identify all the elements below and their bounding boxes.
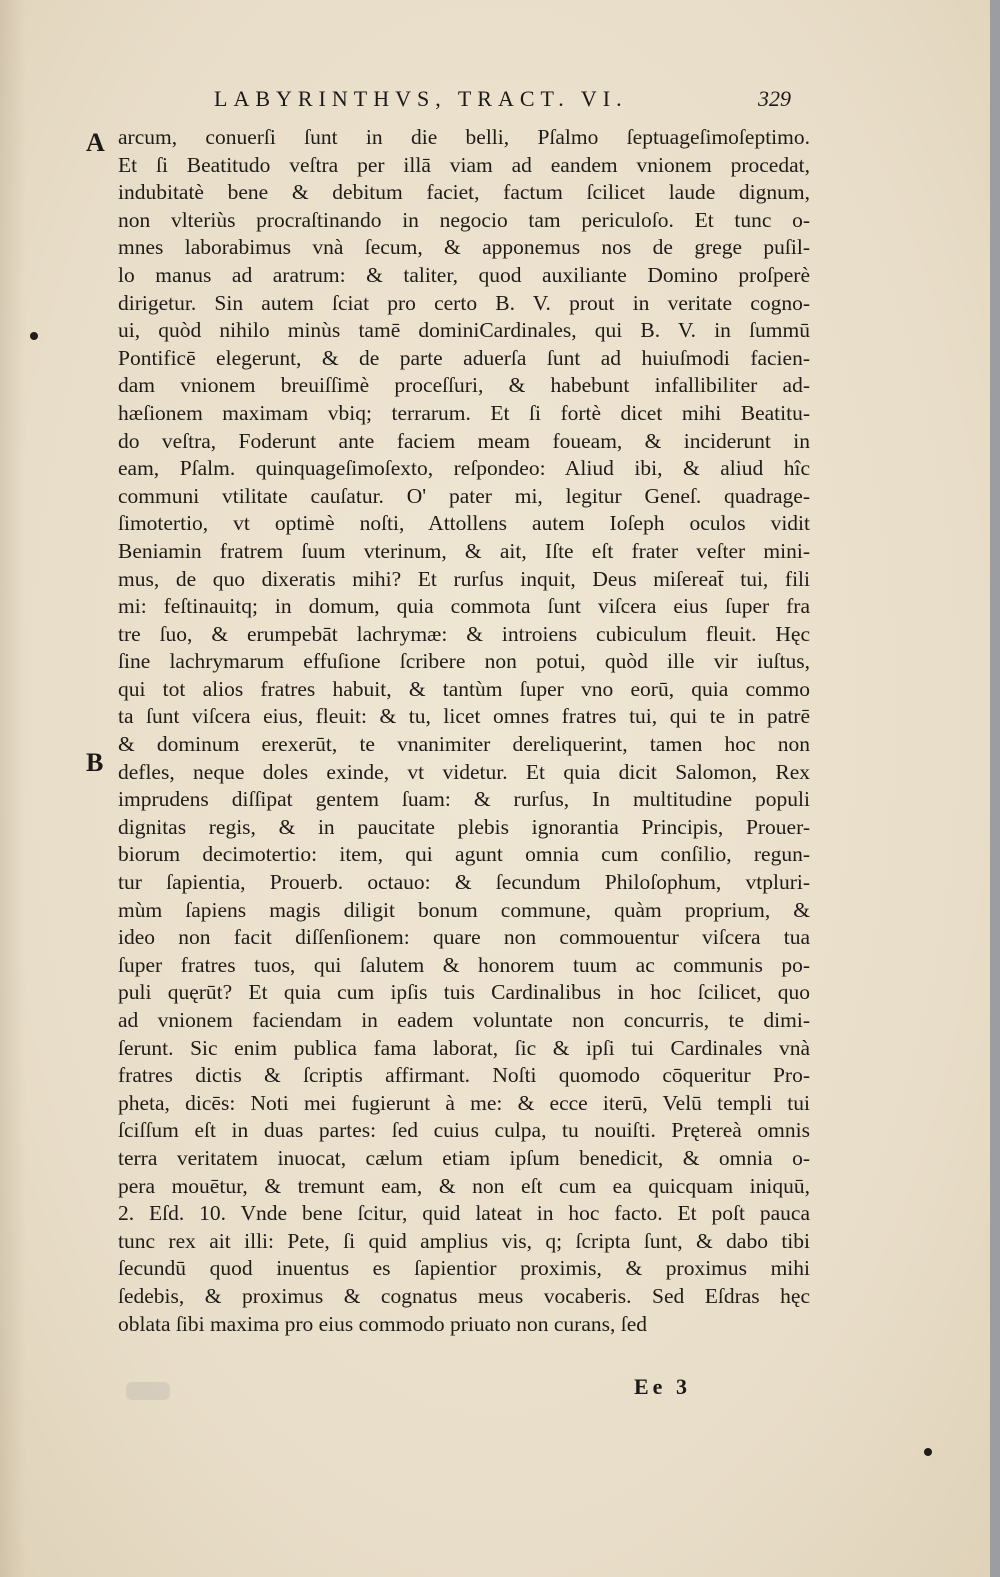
text-line: biorum decimotertio: item, qui agunt omnia cum conſilio, regun- bbox=[118, 842, 810, 867]
text-line: imprudens diſſipat gentem ſuam: & rurſus, In multitudine populi bbox=[118, 787, 810, 812]
body-text bbox=[118, 124, 810, 1338]
text-line: ſine lachrymarum effuſione ſcribere non potui, quòd ille vir iuſtus, bbox=[118, 649, 810, 674]
running-title: LABYRINTHVS, TRACT. VI. bbox=[214, 86, 628, 111]
text-line: dignitas regis, & in paucitate plebis ignorantia Principis, Prouer- bbox=[118, 814, 810, 839]
running-head bbox=[0, 86, 990, 116]
text-line: qui tot alios fratres habuit, & tantùm ſuper vno eorū, quia commo bbox=[118, 676, 810, 701]
text-line: ſerunt. Sic enim publica fama laborat, ſic & ipſi tui Cardinales vnà bbox=[118, 1035, 810, 1060]
text-line: ſuper fratres tuos, qui ſalutem & honorem tuum ac communis po- bbox=[118, 952, 810, 977]
binding-shadow bbox=[0, 0, 26, 1577]
signature-line bbox=[0, 1374, 990, 1404]
scan-background bbox=[990, 0, 1000, 1577]
margin-letter-a: A bbox=[86, 128, 105, 157]
text-line: oblata ſibi maxima pro eius commodo priuato non curans, ſed bbox=[118, 1311, 648, 1336]
text-line: ideo non facit diſſenſionem: quare non commouentur viſcera tua bbox=[118, 925, 810, 950]
text-line: ſciſſum eſt in duas partes: ſed cuius culpa, tu nouiſti. Prętereà omnis bbox=[118, 1118, 810, 1143]
text-line: mi: feſtinauitq; in domum, quia commota ſunt viſcera eius ſuper fra bbox=[118, 594, 810, 619]
text-line: Beniamin fratrem ſuum vterinum, & ait, Iſte eſt frater veſter mini- bbox=[118, 538, 810, 563]
text-line: terra veritatem inuocat, cælum etiam ipſum benedicit, & omnia o- bbox=[118, 1145, 810, 1170]
text-line: dirigetur. Sin autem ſciat pro certo B. V. prout in veritate cogno- bbox=[118, 290, 810, 315]
margin-dot bbox=[30, 332, 38, 340]
text-line: mnes laborabimus vnà ſecum, & apponemus nos de grege puſil- bbox=[118, 235, 810, 260]
page-number: 329 bbox=[758, 86, 791, 111]
text-line: Pontificē elegerunt, & de parte aduerſa ſunt ad huiuſmodi facien- bbox=[118, 345, 810, 370]
text-line: non vlteriùs procraſtinando in negocio tam periculoſo. Et tunc o- bbox=[118, 207, 810, 232]
text-line: tre ſuo, & erumpebāt lachrymæ: & introiens cubiculum fleuit. Hęc bbox=[118, 621, 810, 646]
text-line: ſedebis, & proximus & cognatus meus vocaberis. Sed Eſdras hęc bbox=[118, 1283, 810, 1308]
text-line: do veſtra, Foderunt ante faciem meam foueam, & inciderunt in bbox=[118, 428, 810, 453]
text-line: pera mouētur, & tremunt eam, & non eſt cum ea quicquam iniquū, bbox=[118, 1173, 810, 1198]
text-line: 2. Eſd. 10. Vnde bene ſcitur, quid lateat in hoc facto. Et poſt pauca bbox=[118, 1201, 810, 1226]
text-line: ui, quòd nihilo minùs tamē dominiCardinales, qui B. V. in ſummū bbox=[118, 318, 810, 343]
text-line: dam vnionem breuiſſimè proceſſuri, & habebunt infallibiliter ad- bbox=[118, 373, 810, 398]
text-line: puli quęrūt? Et quia cum ipſis tuis Cardinalibus in hoc ſcilicet, quo bbox=[118, 980, 810, 1005]
margin-dot bbox=[924, 1448, 932, 1456]
text-line: Et ſi Beatitudo veſtra per illā viam ad eandem vnionem procedat, bbox=[118, 152, 810, 177]
text-line: tur ſapientia, Prouerb. octauo: & ſecundum Philoſophum, vtpluri- bbox=[118, 870, 810, 895]
text-line: eam, Pſalm. quinquageſimoſexto, reſpondeo: Aliud ibi, & aliud hîc bbox=[118, 456, 810, 481]
text-line: ſecundū quod inuentus es ſapientior proximis, & proximus mihi bbox=[118, 1256, 810, 1281]
text-line: arcum, conuerſi ſunt in die belli, Pſalmo ſeptuageſimoſeptimo. bbox=[118, 125, 810, 149]
text-line: ſimotertio, vt optimè noſti, Attollens autem Ioſeph oculos vidit bbox=[118, 511, 810, 536]
text-line: hæſionem maximam vbiq; terrarum. Et ſi fortè dicet mihi Beatitu- bbox=[118, 400, 810, 425]
text-line: lo manus ad aratrum: & taliter, quod auxiliante Domino proſperè bbox=[118, 262, 810, 287]
text-line: mus, de quo dixeratis mihi? Et rurſus inquit, Deus miſereat̄ tui, fili bbox=[118, 566, 810, 591]
text-line: & dominum erexerūt, te vnanimiter dereliquerint, tamen hoc non bbox=[118, 732, 810, 757]
text-line: ad vnionem faciendam in eadem voluntate non concurris, te dimi- bbox=[118, 1008, 810, 1032]
text-line: pheta, dicēs: Noti mei fugierunt à me: & ecce iterū, Velū templi tui bbox=[118, 1090, 810, 1115]
text-line: mùm ſapiens magis diligit bonum commune, quàm proprium, & bbox=[118, 897, 810, 922]
text-line: indubitatè bene & debitum faciet, factum ſcilicet laude dignum, bbox=[118, 180, 810, 205]
text-line: communi vtilitate cauſatur. O' pater mi, legitur Geneſ. quadrage- bbox=[118, 483, 810, 508]
text-line: fratres dictis & ſcriptis affirmant. Noſti quomodo cōqueritur Pro- bbox=[118, 1063, 810, 1088]
text-line: ta ſunt viſcera eius, fleuit: & tu, licet omnes fratres tui, qui te in patrē bbox=[118, 704, 810, 729]
text-line: tunc rex ait illi: Pete, ſi quid amplius vis, q; ſcripta ſunt, & dabo tibi bbox=[118, 1228, 810, 1253]
margin-letter-b: B bbox=[86, 748, 104, 777]
signature-mark: Ee 3 bbox=[634, 1374, 691, 1399]
text-line: defles, neque doles exinde, vt videtur. Et quia dicit Salomon, Rex bbox=[118, 759, 810, 784]
